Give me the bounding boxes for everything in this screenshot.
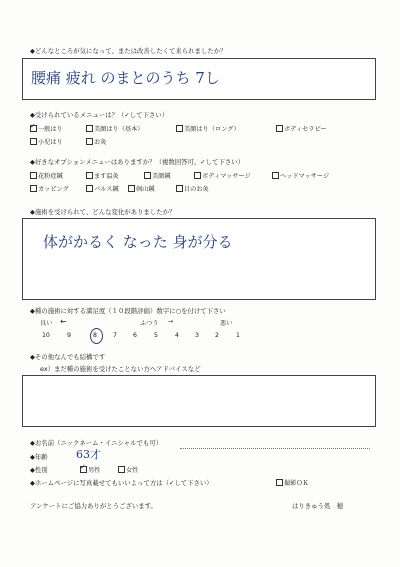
answer-box-1[interactable] — [22, 58, 376, 100]
scale-7[interactable]: 7 — [113, 332, 117, 339]
checkbox-icon[interactable] — [86, 125, 93, 132]
handwritten-age: 63才 — [76, 448, 101, 461]
option-me-okyu[interactable]: 目のお灸 — [176, 184, 209, 193]
option-masu-onkyu[interactable]: ます温灸 — [86, 171, 119, 180]
option-male[interactable]: ✓ 男性 — [80, 465, 100, 474]
selected-circle-icon — [90, 328, 103, 344]
question-5: ◆種の施術に対する満足度（１０段階評価）数字に○を付けて下さい — [30, 307, 226, 315]
answer-box-4[interactable] — [22, 218, 376, 300]
option-kenzan[interactable]: 剣山鍼 — [128, 184, 155, 193]
gender-label: ◆性別 — [30, 466, 48, 474]
option-bigan-long[interactable]: 美顔はり（ロング） — [176, 124, 240, 133]
scale-5[interactable]: 5 — [154, 332, 158, 339]
photo-label: ◆ホームページに写真載せてもいいよって方は（✓して下さい） — [30, 479, 213, 487]
checkbox-icon[interactable] — [86, 172, 93, 179]
question-6: ◆その他なんでも結構です — [30, 353, 106, 361]
option-female[interactable]: 女性 — [118, 465, 138, 474]
scale-4[interactable]: 4 — [175, 332, 179, 339]
label-good: 良い — [40, 320, 53, 327]
option-head-massage[interactable]: ヘッドマッサージ — [272, 171, 329, 180]
checkbox-icon[interactable] — [30, 138, 37, 145]
option-bigan-kihon[interactable]: 美顔はり（基本） — [86, 124, 144, 133]
handwritten-answer-4: 体がかるく なった 身が分る — [43, 233, 233, 251]
checkbox-icon[interactable] — [30, 185, 37, 192]
option-ippan-hari[interactable]: ✓一般はり — [30, 124, 63, 133]
checkbox-icon[interactable] — [30, 172, 37, 179]
arrow-left-icon: ← — [60, 317, 67, 326]
checkbox-checked-icon[interactable] — [80, 466, 87, 473]
checkbox-icon[interactable] — [118, 466, 125, 473]
footer-thanks: アンケートにご協力ありがとうございます。 — [30, 502, 157, 510]
question-1: ◆どんなところが気になって、または改善したくて来られましたか？ — [30, 47, 227, 55]
option-bigan-shin[interactable]: 美顔鍼 — [144, 171, 171, 180]
arrow-right-icon: → — [168, 318, 173, 325]
checkbox-icon[interactable] — [144, 172, 151, 179]
name-label: ◆お名前（ニックネーム・イニシャルでも可） — [30, 439, 163, 447]
checkbox-checked-icon[interactable] — [30, 125, 37, 132]
scale-3[interactable]: 3 — [195, 332, 199, 339]
option-kafun[interactable]: 花粉症鍼 — [30, 171, 63, 180]
scale-10[interactable]: 10 — [42, 332, 50, 339]
checkbox-icon[interactable] — [176, 125, 183, 132]
age-label: ◆年齢 — [30, 453, 48, 461]
checkbox-icon[interactable] — [128, 185, 135, 192]
question-2: ◆受けられているメニューは？（✓して下さい） — [30, 111, 169, 119]
question-3: ◆好きなオプションメニューはありますか？（複数回答可、✓して下さい） — [30, 158, 244, 166]
checkbox-icon[interactable] — [272, 172, 279, 179]
scale-8[interactable]: 8 — [93, 332, 97, 339]
checkbox-icon[interactable] — [176, 185, 183, 192]
answer-box-6[interactable] — [22, 375, 376, 427]
scale-1[interactable]: 1 — [236, 332, 240, 339]
option-body-massage[interactable]: ボディマッサージ — [194, 171, 251, 180]
scale-6[interactable]: 6 — [133, 332, 137, 339]
question-4: ◆施術を受けられて、どんな変化がありましたか？ — [30, 208, 176, 216]
option-body-therapy[interactable]: ボディセラピー — [276, 124, 327, 133]
name-underline[interactable] — [180, 448, 370, 449]
option-cupping[interactable]: カッピング — [30, 184, 69, 193]
option-okyu[interactable]: お灸 — [86, 137, 106, 146]
footer-clinic: はりきゅう処 穂 — [292, 502, 344, 510]
checkbox-icon[interactable] — [86, 185, 93, 192]
checkbox-icon[interactable] — [276, 125, 283, 132]
scale-9[interactable]: 9 — [67, 332, 71, 339]
option-shoni-hari[interactable]: 小児はり — [30, 137, 63, 146]
option-pulse[interactable]: パルス鍼 — [86, 184, 119, 193]
handwritten-answer-1: 腰痛 疲れ のまとのうち 7し — [31, 69, 220, 87]
checkbox-icon[interactable] — [194, 172, 201, 179]
option-photo-ok[interactable]: 撮影ＯＫ — [276, 478, 309, 487]
label-normal: ふつう — [140, 320, 159, 327]
label-bad: 悪い — [220, 320, 233, 327]
scale-2[interactable]: 2 — [215, 332, 219, 339]
checkbox-icon[interactable] — [86, 138, 93, 145]
question-6-example: ex）まだ種の施術を受けたことない方へアドバイスなど — [40, 365, 201, 373]
checkbox-icon[interactable] — [276, 479, 283, 486]
